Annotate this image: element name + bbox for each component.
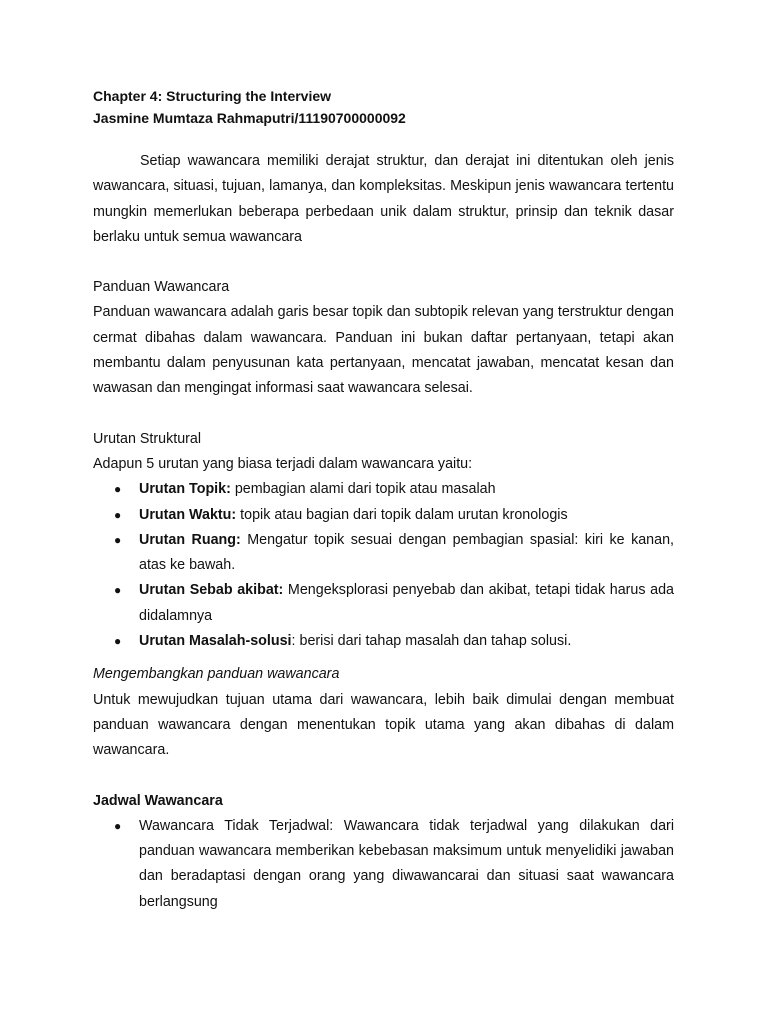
list-item-term: Urutan Sebab akibat: xyxy=(139,582,284,599)
list-item-desc: pembagian alami dari topik atau masalah xyxy=(230,481,496,498)
mengembangkan-heading: Mengembangkan panduan wawancara xyxy=(93,666,340,683)
list-item xyxy=(93,477,674,502)
urutan-list xyxy=(93,477,674,654)
document-title: Chapter 4: Structuring the Interview xyxy=(93,88,332,104)
spacer xyxy=(93,764,674,789)
document-page xyxy=(93,85,674,915)
list-item-term: Urutan Masalah-solusi xyxy=(139,633,292,650)
list-item-term: Urutan Ruang: xyxy=(139,531,241,548)
list-item-desc: Wawancara Tidak Terjadwal: Wawancara tidak terjadwal yang dilakukan dari panduan wawancara memberikan kebebasan maksimum untuk menyelidiki jawaban dan beradaptasi dengan orang yang diwawancarai dan situasi saat wawancara berlangsung xyxy=(139,817,674,910)
list-item xyxy=(93,528,674,579)
list-item-desc: : berisi dari tahap masalah dan tahap solusi. xyxy=(291,633,572,650)
jadwal-heading: Jadwal Wawancara xyxy=(93,792,223,809)
spacer xyxy=(93,402,674,427)
list-item-term: Urutan Waktu: xyxy=(139,506,237,523)
bullet-icon: ● xyxy=(114,532,122,547)
spacer xyxy=(93,250,674,275)
list-item-term: Urutan Topik: xyxy=(139,481,231,498)
author-line: Jasmine Mumtaza Rahmaputri/11190700000092 xyxy=(93,110,406,126)
bullet-icon: ● xyxy=(114,818,122,833)
jadwal-list xyxy=(93,814,674,915)
bullet-icon: ● xyxy=(114,634,122,649)
list-item xyxy=(93,578,674,629)
intro-paragraph: Setiap wawancara memiliki derajat struktur, dan derajat ini ditentukan oleh jenis wawancara, situasi, tujuan, lamanya, dan kompleksitas. Meskipun jenis wawancara tertentu mungkin memerlukan beberapa perbedaan unik dalam struktur, prinsip dan teknik dasar berlaku untuk semua wawancara xyxy=(93,153,674,245)
list-item xyxy=(93,503,674,528)
list-item-desc: Mengeksplorasi penyebab dan akibat, tetapi tidak harus ada didalamnya xyxy=(139,582,675,624)
mengembangkan-paragraph: Untuk mewujudkan tujuan utama dari wawancara, lebih baik dimulai dengan membuat panduan wawancara dengan menentukan topik utama yang akan dibahas di dalam wawancara. xyxy=(93,691,674,759)
bullet-icon: ● xyxy=(114,507,122,522)
list-item-desc: Mengatur topik sesuai dengan pembagian spasial: kiri ke kanan, atas ke bawah. xyxy=(139,531,674,574)
urutan-intro: Adapun 5 urutan yang biasa terjadi dalam wawancara yaitu: xyxy=(93,455,473,472)
bullet-icon: ● xyxy=(114,482,122,497)
urutan-heading: Urutan Struktural xyxy=(93,430,202,447)
list-item xyxy=(93,814,674,915)
bullet-icon: ● xyxy=(114,583,122,598)
list-item xyxy=(93,629,674,654)
panduan-paragraph: Panduan wawancara adalah garis besar topik dan subtopik relevan yang terstruktur dengan cermat dibahas dalam wawancara. Panduan ini bukan daftar pertanyaan, tetapi akan membantu dalam penyusunan kata pertanyaan, mencatat jawaban, mencatat kesan dan wawasan dan mengingat informasi saat wawancara selesai. xyxy=(93,304,674,397)
panduan-heading: Panduan Wawancara xyxy=(93,279,230,296)
list-item-desc: topik atau bagian dari topik dalam urutan kronologis xyxy=(236,506,568,523)
